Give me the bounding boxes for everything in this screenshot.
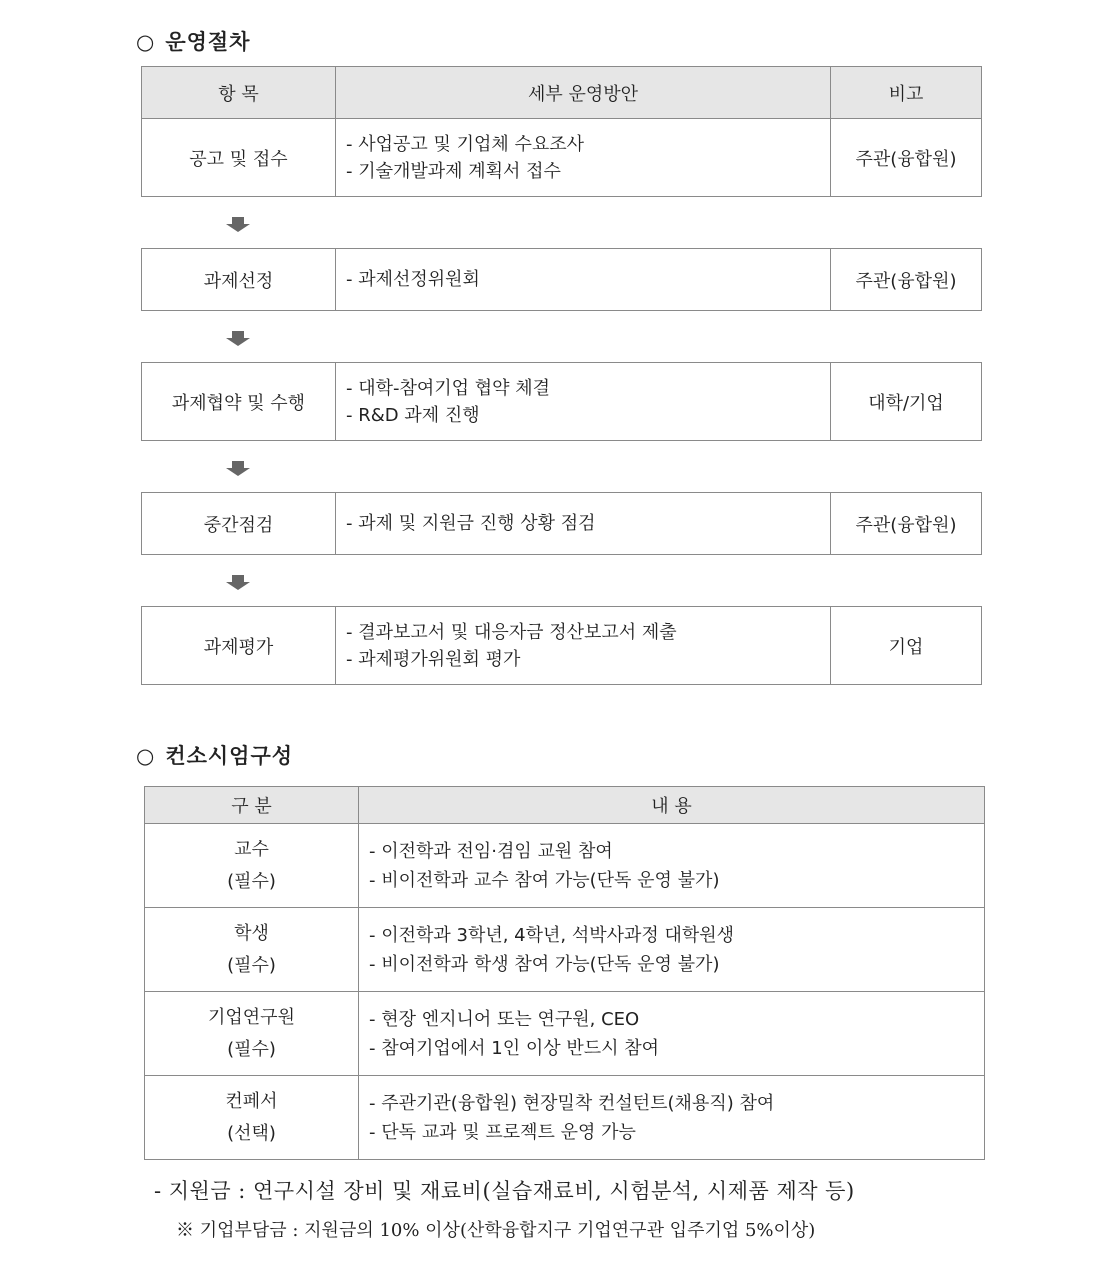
section-title-text: 컨소시엄구성 bbox=[165, 744, 294, 768]
step-note: 대학/기업 bbox=[831, 363, 982, 441]
down-arrow-icon bbox=[226, 461, 250, 477]
content-line: - 비이전학과 학생 참여 가능(단독 운영 불가) bbox=[369, 953, 720, 975]
header-detail: 세부 운영방안 bbox=[336, 67, 831, 119]
step-item: 공고 및 접수 bbox=[142, 119, 336, 197]
step-detail bbox=[336, 249, 831, 311]
member-name: 교수 bbox=[234, 838, 269, 860]
step-row bbox=[142, 119, 982, 197]
step-table bbox=[141, 492, 982, 555]
content-line: - 비이전학과 교수 참여 가능(단독 운영 불가) bbox=[369, 869, 720, 891]
table-row bbox=[145, 1076, 985, 1160]
step-item: 과제선정 bbox=[142, 249, 336, 311]
step-item: 과제협약 및 수행 bbox=[142, 363, 336, 441]
step-row bbox=[142, 249, 982, 311]
member-content bbox=[359, 992, 985, 1076]
step-table bbox=[141, 362, 982, 441]
consortium-table bbox=[144, 786, 985, 1160]
step-item: 과제평가 bbox=[142, 607, 336, 685]
down-arrow-icon bbox=[226, 217, 250, 233]
section-title-text: 운영절차 bbox=[165, 30, 251, 54]
procedure-header-table bbox=[141, 66, 982, 197]
content-line: - 이전학과 3학년, 4학년, 석박사과정 대학원생 bbox=[369, 924, 735, 946]
member-name: 학생 bbox=[234, 922, 269, 944]
detail-line: - 사업공고 및 기업체 수요조사 bbox=[346, 133, 585, 155]
member-category bbox=[145, 824, 359, 908]
step-detail bbox=[336, 119, 831, 197]
step-detail bbox=[336, 363, 831, 441]
down-arrow-icon bbox=[226, 331, 250, 347]
member-requirement: (필수) bbox=[227, 870, 276, 892]
content-line: - 참여기업에서 1인 이상 반드시 참여 bbox=[369, 1037, 659, 1059]
table-row bbox=[145, 992, 985, 1076]
down-arrow-icon bbox=[226, 575, 250, 591]
detail-line: - 대학-참여기업 협약 체결 bbox=[346, 377, 551, 399]
step-table bbox=[141, 248, 982, 311]
detail-line: - R&D 과제 진행 bbox=[346, 404, 480, 426]
step-note: 주관(융합원) bbox=[831, 249, 982, 311]
step-note: 주관(융합원) bbox=[831, 119, 982, 197]
company-burden-note: ※ 기업부담금 : 지원금의 10% 이상(산학융합지구 기업연구관 입주기업 5%이상) bbox=[176, 1220, 816, 1241]
step-detail bbox=[336, 493, 831, 555]
content-line: - 현장 엔지니어 또는 연구원, CEO bbox=[369, 1008, 640, 1030]
member-category bbox=[145, 992, 359, 1076]
step-row bbox=[142, 493, 982, 555]
detail-line: - 기술개발과제 계획서 접수 bbox=[346, 160, 561, 182]
table-row bbox=[145, 824, 985, 908]
step-row bbox=[142, 363, 982, 441]
support-fund-text: - 지원금 : 연구시설 장비 및 재료비(실습재료비, 시험분석, 시제품 제작 등) bbox=[154, 1179, 855, 1203]
detail-line: - 결과보고서 및 대응자금 정산보고서 제출 bbox=[346, 621, 677, 643]
content-line: - 단독 교과 및 프로젝트 운영 가능 bbox=[369, 1121, 636, 1143]
member-name: 컨페서 bbox=[225, 1090, 278, 1112]
step-detail bbox=[336, 607, 831, 685]
step-row bbox=[142, 607, 982, 685]
member-category bbox=[145, 908, 359, 992]
member-content bbox=[359, 1076, 985, 1160]
member-category bbox=[145, 1076, 359, 1160]
detail-line: - 과제평가위원회 평가 bbox=[346, 648, 521, 670]
member-requirement: (선택) bbox=[227, 1122, 276, 1144]
detail-line: - 과제선정위원회 bbox=[346, 269, 480, 290]
table-row bbox=[145, 908, 985, 992]
content-line: - 이전학과 전임·겸임 교원 참여 bbox=[369, 840, 613, 862]
header-note: 비고 bbox=[831, 67, 982, 119]
member-requirement: (필수) bbox=[227, 954, 276, 976]
member-content bbox=[359, 908, 985, 992]
member-name: 기업연구원 bbox=[208, 1006, 295, 1028]
member-requirement: (필수) bbox=[227, 1038, 276, 1060]
step-table bbox=[141, 606, 982, 685]
header-item: 항 목 bbox=[142, 67, 336, 119]
circle-bullet-icon: ○ bbox=[136, 30, 156, 54]
circle-bullet-icon: ○ bbox=[136, 744, 156, 768]
step-item: 중간점검 bbox=[142, 493, 336, 555]
step-note: 기업 bbox=[831, 607, 982, 685]
detail-line: - 과제 및 지원금 진행 상황 점검 bbox=[346, 513, 596, 534]
content-line: - 주관기관(융합원) 현장밀착 컨설턴트(채용직) 참여 bbox=[369, 1092, 775, 1114]
section-title-consortium bbox=[136, 740, 293, 770]
header-content: 내 용 bbox=[359, 787, 985, 824]
section-title-operation bbox=[136, 26, 250, 56]
member-content bbox=[359, 824, 985, 908]
step-note: 주관(융합원) bbox=[831, 493, 982, 555]
header-category: 구 분 bbox=[145, 787, 359, 824]
